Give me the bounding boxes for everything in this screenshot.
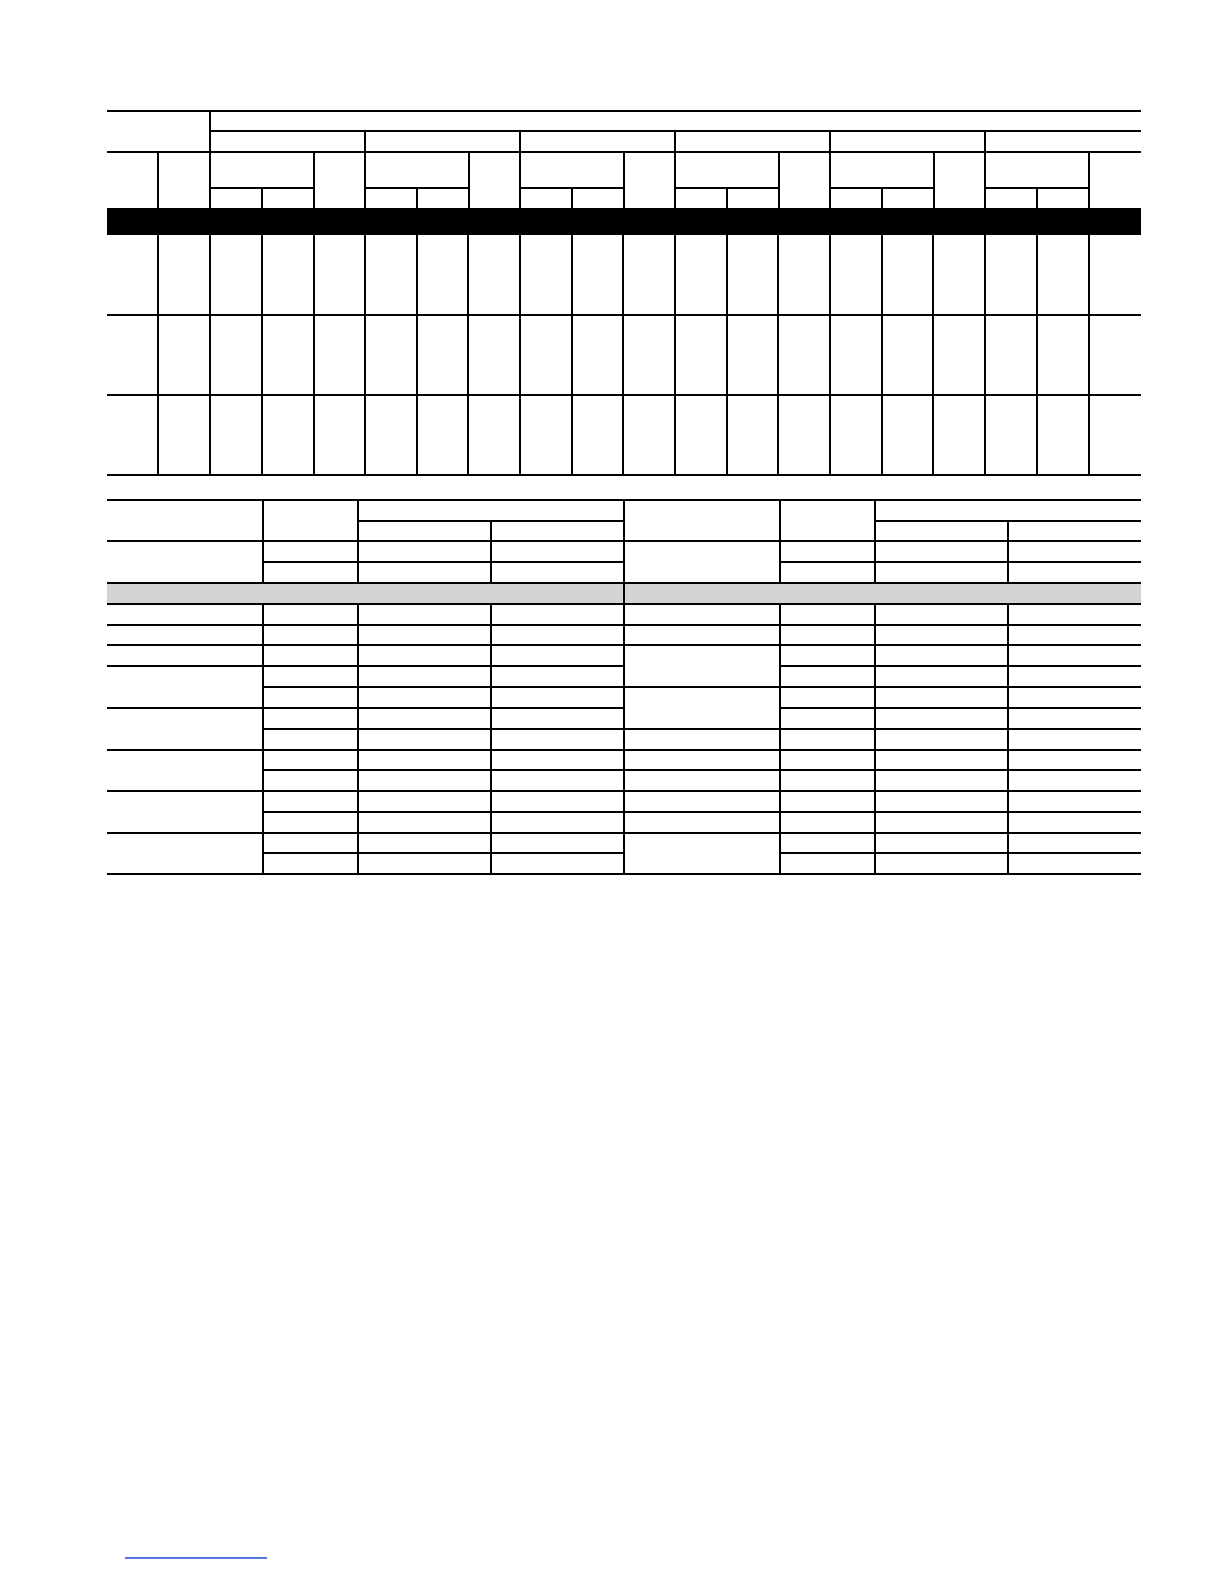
performance-grid-table <box>107 111 1141 475</box>
header-band-black <box>107 208 1141 235</box>
specification-table <box>107 500 1141 874</box>
